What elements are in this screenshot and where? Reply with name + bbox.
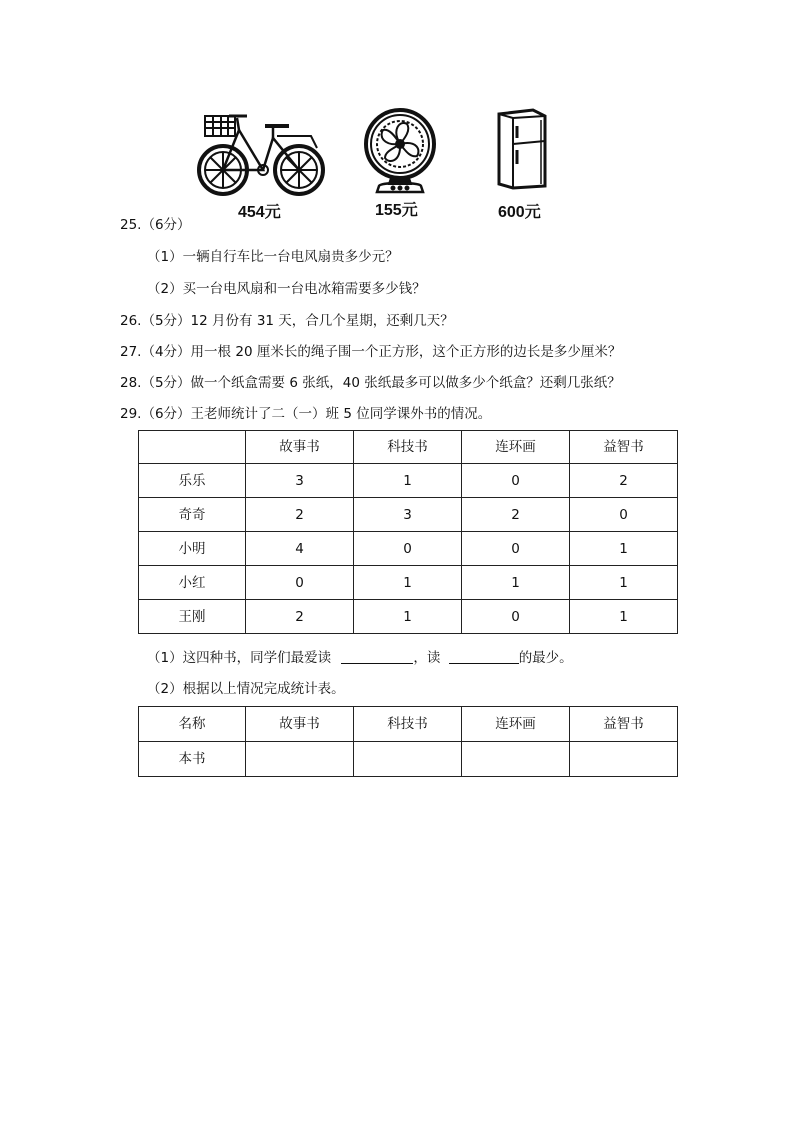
student-name: 乐乐 bbox=[139, 464, 246, 498]
summary-table bbox=[138, 706, 678, 777]
table-cell: 0 bbox=[570, 498, 678, 532]
answer-cell-story[interactable] bbox=[246, 742, 354, 777]
student-name: 王刚 bbox=[139, 600, 246, 634]
q29-part1 bbox=[147, 648, 573, 668]
table-cell: 3 bbox=[354, 498, 462, 532]
q29-part1-text-b: ，读 bbox=[413, 650, 441, 666]
student-name: 小红 bbox=[139, 566, 246, 600]
table-cell: 0 bbox=[246, 566, 354, 600]
q26: 26.（5分）12 月份有 31 天，合几个星期，还剩几天？ bbox=[120, 313, 454, 329]
column-header bbox=[139, 431, 246, 464]
table-row bbox=[139, 600, 678, 634]
column-header: 科技书 bbox=[354, 431, 462, 464]
student-name: 奇奇 bbox=[139, 498, 246, 532]
q25-part1: （1）一辆自行车比一台电风扇贵多少元？ bbox=[147, 249, 399, 265]
table-cell: 4 bbox=[246, 532, 354, 566]
table-cell: 2 bbox=[570, 464, 678, 498]
table-cell: 0 bbox=[462, 464, 570, 498]
table-cell: 3 bbox=[246, 464, 354, 498]
table-cell: 1 bbox=[570, 566, 678, 600]
answer-cell-comic[interactable] bbox=[462, 742, 570, 777]
q28: 28.（5分）做一个纸盒需要 6 张纸，40 张纸最多可以做多少个纸盒？还剩几张纸？ bbox=[120, 375, 621, 391]
column-header: 故事书 bbox=[246, 431, 354, 464]
column-header: 益智书 bbox=[570, 431, 678, 464]
q29-part1-text-a: （1）这四种书，同学们最爱读 bbox=[147, 650, 332, 666]
q25-part2: （2）买一台电风扇和一台电冰箱需要多少钱？ bbox=[147, 281, 426, 297]
table-cell: 2 bbox=[246, 498, 354, 532]
table-row bbox=[139, 532, 678, 566]
electric-fan-icon bbox=[361, 108, 439, 196]
q29-part1-text-c: 的最少。 bbox=[518, 650, 573, 666]
refrigerator-icon bbox=[493, 108, 551, 190]
q25-header: 25.（6分） bbox=[120, 217, 191, 233]
column-header: 名称 bbox=[139, 707, 246, 742]
table-cell: 1 bbox=[570, 600, 678, 634]
answer-blank-least[interactable] bbox=[449, 649, 519, 664]
table-row bbox=[139, 498, 678, 532]
table-cell: 0 bbox=[354, 532, 462, 566]
table-cell: 1 bbox=[354, 464, 462, 498]
fridge-price: 600元 bbox=[498, 204, 541, 221]
table-header-row bbox=[139, 707, 678, 742]
table-cell: 1 bbox=[354, 600, 462, 634]
column-header: 益智书 bbox=[570, 707, 678, 742]
row-label: 本书 bbox=[139, 742, 246, 777]
q29-header: 29.（6分）王老师统计了二（一）班 5 位同学课外书的情况。 bbox=[120, 406, 492, 422]
table-cell: 2 bbox=[462, 498, 570, 532]
table-cell: 0 bbox=[462, 600, 570, 634]
table-row bbox=[139, 464, 678, 498]
q29-part2: （2）根据以上情况完成统计表。 bbox=[147, 681, 345, 697]
books-table bbox=[138, 430, 678, 634]
answer-blank-most[interactable] bbox=[341, 649, 413, 664]
table-row bbox=[139, 566, 678, 600]
column-header: 连环画 bbox=[462, 707, 570, 742]
student-name: 小明 bbox=[139, 532, 246, 566]
answer-cell-puzzle[interactable] bbox=[570, 742, 678, 777]
column-header: 连环画 bbox=[462, 431, 570, 464]
answer-cell-science[interactable] bbox=[354, 742, 462, 777]
table-cell: 1 bbox=[570, 532, 678, 566]
q27: 27.（4分）用一根 20 厘米长的绳子围一个正方形，这个正方形的边长是多少厘米？ bbox=[120, 344, 622, 360]
table-cell: 1 bbox=[354, 566, 462, 600]
table-cell: 0 bbox=[462, 532, 570, 566]
column-header: 科技书 bbox=[354, 707, 462, 742]
column-header: 故事书 bbox=[246, 707, 354, 742]
bicycle-price: 454元 bbox=[238, 204, 281, 221]
table-row bbox=[139, 742, 678, 777]
fan-price: 155元 bbox=[375, 202, 418, 219]
table-cell: 1 bbox=[462, 566, 570, 600]
bicycle-icon bbox=[193, 108, 329, 198]
table-header-row bbox=[139, 431, 678, 464]
table-cell: 2 bbox=[246, 600, 354, 634]
